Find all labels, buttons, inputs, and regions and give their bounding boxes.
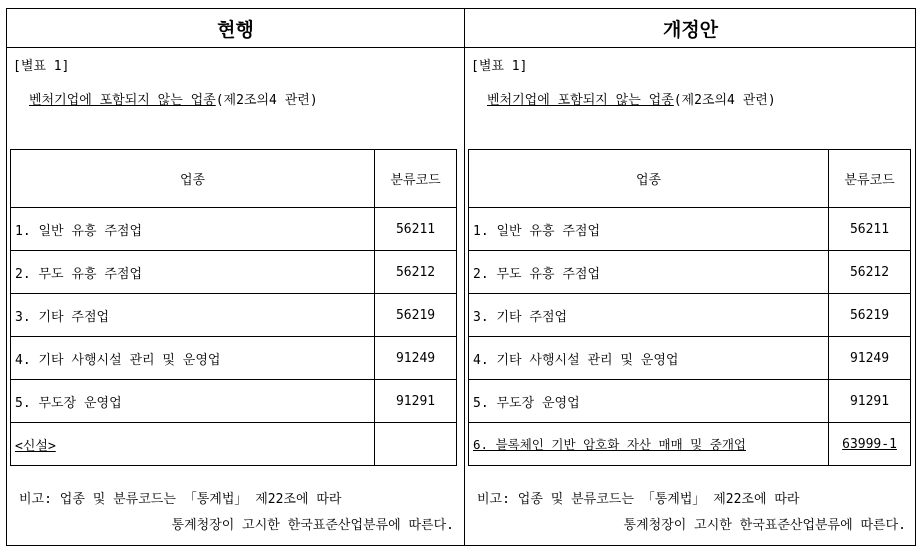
- table-row: [469, 337, 911, 380]
- table-row: [11, 208, 457, 251]
- table-row: [11, 380, 457, 423]
- revised-column: [464, 9, 916, 545]
- industry-name: 3. 기타 주점업: [11, 294, 375, 337]
- revised-subtitle: [487, 89, 776, 108]
- industry-name: 2. 무도 유흥 주점업: [469, 251, 829, 294]
- revised-note: [465, 487, 916, 539]
- table-row: [469, 294, 911, 337]
- table-row: [469, 251, 911, 294]
- revised-note-line2: 통계청장이 고시한 한국표준산업분류에 따른다.: [623, 518, 906, 533]
- industry-code: 56212: [829, 251, 911, 294]
- industry-name: 5. 무도장 운영업: [469, 380, 829, 423]
- revised-note-line1: 비고: 업종 및 분류코드는 「통계법」 제22조에 따라: [477, 492, 800, 507]
- revised-subtitle-rest: (제2조의4 관련): [673, 93, 776, 108]
- table-row: [11, 423, 457, 466]
- current-column: [7, 9, 464, 545]
- new-industry-code: 63999-1: [829, 423, 911, 466]
- current-industry-table: [10, 149, 457, 466]
- revised-heading: 개정안: [465, 9, 916, 48]
- industry-name: 2. 무도 유흥 주점업: [11, 251, 375, 294]
- industry-code: 56219: [829, 294, 911, 337]
- industry-name: 1. 일반 유흥 주점업: [11, 208, 375, 251]
- industry-code: 56219: [375, 294, 457, 337]
- new-industry-name: 6. 블록체인 기반 암호화 자산 매매 및 중개업: [469, 423, 829, 466]
- industry-name: 4. 기타 사행시설 관리 및 운영업: [11, 337, 375, 380]
- current-subtitle-rest: (제2조의4 관련): [215, 93, 318, 108]
- table-row: [11, 294, 457, 337]
- industry-code: 56212: [375, 251, 457, 294]
- current-heading: 현행: [7, 9, 464, 48]
- industry-code: 56211: [375, 208, 457, 251]
- current-note-line2: 통계청장이 고시한 한국표준산업분류에 따른다.: [171, 518, 454, 533]
- header-industry: 업종: [469, 150, 829, 208]
- industry-name: 5. 무도장 운영업: [11, 380, 375, 423]
- industry-name: 4. 기타 사행시설 관리 및 운영업: [469, 337, 829, 380]
- revised-annex-label: [별표 1]: [471, 59, 528, 74]
- current-note: [7, 487, 464, 539]
- header-industry: 업종: [11, 150, 375, 208]
- industry-code: 91249: [375, 337, 457, 380]
- table-header-row: [11, 150, 457, 208]
- industry-code: 91291: [375, 380, 457, 423]
- current-note-line1: 비고: 업종 및 분류코드는 「통계법」 제22조에 따라: [19, 492, 342, 507]
- revised-subtitle-underlined: 벤처기업에 포함되지 않는 업종: [487, 93, 674, 108]
- industry-name: 1. 일반 유흥 주점업: [469, 208, 829, 251]
- new-entry-placeholder: <신설>: [11, 423, 375, 466]
- header-code: 분류코드: [375, 150, 457, 208]
- industry-code: 91291: [829, 380, 911, 423]
- table-header-row: [469, 150, 911, 208]
- table-row: [469, 380, 911, 423]
- current-subtitle-underlined: 벤처기업에 포함되지 않는 업종: [29, 93, 216, 108]
- table-row: [11, 337, 457, 380]
- industry-code: 56211: [829, 208, 911, 251]
- industry-name: 3. 기타 주점업: [469, 294, 829, 337]
- table-row: [469, 423, 911, 466]
- comparison-table: [6, 8, 916, 546]
- industry-code: [375, 423, 457, 466]
- current-subtitle: [29, 89, 318, 108]
- header-code: 분류코드: [829, 150, 911, 208]
- current-annex-label: [별표 1]: [13, 59, 70, 74]
- table-row: [11, 251, 457, 294]
- industry-code: 91249: [829, 337, 911, 380]
- revised-industry-table: [468, 149, 911, 466]
- table-row: [469, 208, 911, 251]
